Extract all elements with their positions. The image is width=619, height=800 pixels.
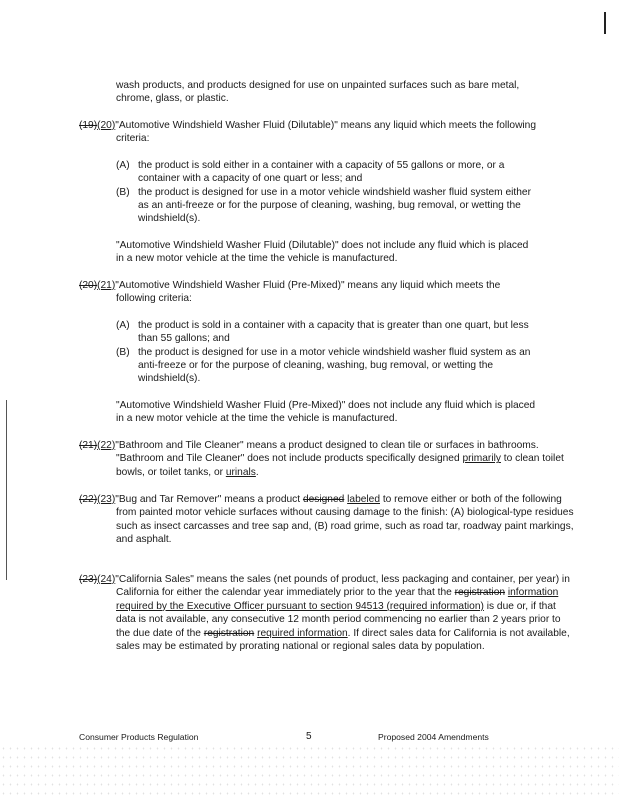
- continued-paragraph: wash products, and products designed for use on unpainted surfaces such as bare metal, chrome, glass, or plastic.: [116, 80, 520, 105]
- old-number: (23): [79, 574, 98, 585]
- criterion-text: the product is sold in a container with a capacity that is greater than one quart, but less than 55 gallons; and: [138, 319, 529, 345]
- definition-21-intro: [79, 279, 539, 306]
- definition-22: [79, 439, 576, 479]
- definition-text: "California Sales" means the sales (net pounds of product, less packaging and container, per year) in California for either the calendar year immediately prior to the year that the: [115, 574, 570, 599]
- definition-text: "Automotive Windshield Washer Fluid (Pre-Mixed)" means any liquid which meets the following criteria:: [115, 280, 501, 305]
- old-number: (22): [79, 494, 98, 505]
- criterion-a: [116, 319, 539, 346]
- footer-left: Consumer Products Regulation: [79, 732, 199, 742]
- definition-21: [79, 279, 539, 426]
- criterion-a: [116, 159, 539, 186]
- definition-text: to clean toilet bowls, or toilet tanks, or: [116, 453, 564, 478]
- criterion-label: (B): [116, 346, 130, 358]
- footer-right: Proposed 2004 Amendments: [378, 732, 489, 742]
- inserted-text: labeled: [347, 494, 380, 505]
- old-number: (19): [79, 120, 98, 131]
- deleted-text: registration: [203, 627, 255, 639]
- criterion-label: (B): [116, 186, 130, 198]
- criterion-text: the product is designed for use in a motor vehicle windshield washer fluid system either as an anti-freeze or for the purpose of cleaning, washing, bug removal, or wetting the windshield(s).: [138, 186, 531, 225]
- new-number: (22): [97, 440, 116, 451]
- criterion-b: [116, 186, 539, 226]
- revision-change-bar: [6, 400, 7, 580]
- new-number: (20): [97, 120, 116, 131]
- definition-note: "Automotive Windshield Washer Fluid (Dilutable)" does not include any fluid which is placed in a new motor vehicle at the time the vehicle is manufactured.: [116, 239, 529, 265]
- definition-text: . If direct sales data for California is not available, sales may be estimated by prorating national or regional sales data by population.: [116, 627, 570, 653]
- definition-text: "Bug and Tar Remover" means a product: [115, 494, 303, 505]
- criterion-label: (A): [116, 319, 130, 331]
- deleted-text: designed: [302, 494, 345, 505]
- criterion-label: (A): [116, 159, 130, 171]
- old-number: (21): [79, 440, 98, 451]
- new-number: (24): [97, 574, 116, 585]
- definition-20-intro: [79, 119, 539, 146]
- criterion-text: the product is sold either in a container with a capacity of 55 gallons or more, or a container with a capacity of one quart or less; and: [138, 159, 505, 185]
- deleted-text: registration: [454, 587, 506, 599]
- criterion-text: the product is designed for use in a motor vehicle windshield washer fluid system as an anti-freeze or for the purpose of cleaning, washing, bug removal, or wetting the windshield(s).: [138, 346, 531, 385]
- definition-23: [79, 493, 576, 547]
- definition-20: [79, 119, 539, 266]
- definition-note: "Automotive Windshield Washer Fluid (Pre-Mixed)" does not include any fluid which is placed in a new motor vehicle at the time the vehicle is manufactured.: [116, 399, 536, 425]
- definition-text: "Automotive Windshield Washer Fluid (Dilutable)" means any liquid which meets the following criteria:: [115, 120, 537, 145]
- new-number: (23): [97, 494, 116, 505]
- definition-text: .: [255, 466, 259, 478]
- footer-page-number: 5: [306, 731, 312, 742]
- old-number: (20): [79, 280, 98, 291]
- inserted-text: required information: [257, 627, 348, 639]
- definition-text: is due or, if that data is not available, any consecutive 12 month period commencing no earlier than 2 years prior to the due date of the: [116, 600, 561, 639]
- new-number: (21): [97, 280, 116, 291]
- criterion-b: [116, 346, 539, 386]
- definition-text: to remove either or both of the following from painted motor vehicle surfaces without causing damage to the finish: (A) biological-type residues such as insect carcasses and tree sap and, (B) road grime, such as road tar, roadway paint markings, and asphalt.: [116, 494, 574, 546]
- scan-noise: [0, 744, 619, 800]
- inserted-text: urinals: [225, 466, 256, 478]
- margin-mark: [604, 12, 606, 34]
- inserted-text: primarily: [462, 453, 501, 465]
- definition-text: "Bathroom and Tile Cleaner" means a product designed to clean tile or surfaces in bathrooms. "Bathroom and Tile Cleaner" does not include products specifically designed: [115, 440, 539, 465]
- definition-24: [79, 573, 576, 653]
- inserted-text: information required by the Executive Officer pursuant to section 94513 (required information): [116, 587, 559, 612]
